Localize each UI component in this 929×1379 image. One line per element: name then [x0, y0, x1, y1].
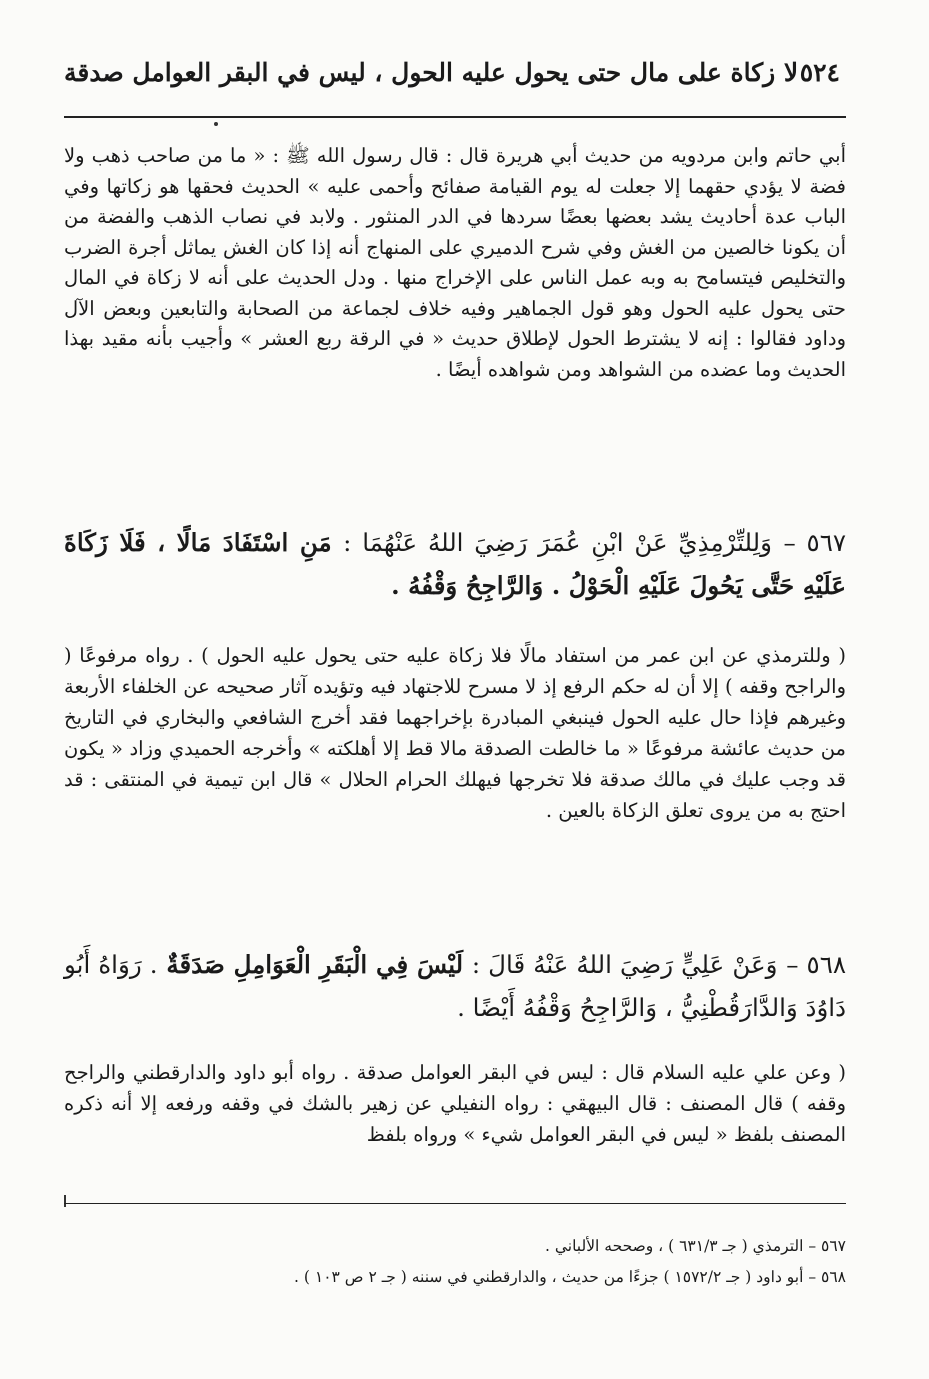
hadith-text: لَيْسَ فِي الْبَقَرِ الْعَوَامِلِ صَدَقَةٌ	[166, 950, 464, 979]
hadith-intro: وَلِلتِّرْمِذِيِّ عَنْ ابْنِ عُمَرَ رَضِيَ اللهُ عَنْهُمَا :	[343, 528, 772, 557]
book-page	[64, 0, 846, 1379]
header-rule	[64, 116, 846, 118]
footnote-mark	[64, 1195, 66, 1207]
commentary-paragraph-568: ( وعن علي عليه السلام قال : ليس في البقر العوامل صدقة . رواه أبو داود والدارقطني والراجح وقفه ) قال المصنف : قال البيهقي : رواه النفيلي عن زهير بالشك في وقفه ورفعه إلا أنه ذكره المصنف بلفظ « ليس في البقر العوامل شيء » ورواه بلفظ	[64, 1061, 846, 1146]
hadith-568	[64, 943, 846, 1029]
footnote-rule	[64, 1203, 846, 1204]
printing-mark	[214, 122, 218, 126]
hadith-567	[64, 521, 846, 607]
footnote-567: ٥٦٧ – الترمذي ( جـ ٦٣١/٣ ) ، وصححه الألباني .	[545, 1237, 846, 1255]
hadith-intro: وَعَنْ عَلِيٍّ رَضِيَ اللهُ عَنْهُ قَالَ :	[471, 950, 778, 979]
hadith-text: مَنِ اسْتَفَادَ مَالًا ، فَلَا زَكَاةَ عَلَيْهِ حَتَّى يَحُولَ عَلَيْهِ الْحَوْلُ . وَالرَّاجِحُ وَقْفُهُ .	[64, 528, 846, 600]
footnote-568: ٥٦٨ – أبو داود ( جـ ١٥٧٢/٢ ) جزءًا من حديث ، والدارقطني في سننه ( جـ ٢ ص ١٠٣ ) .	[294, 1268, 846, 1286]
commentary-paragraph-567: ( وللترمذي عن ابن عمر من استفاد مالًا فلا زكاة عليه حتى يحول عليه الحول ) . رواه مرفوعًا ( والراجح وقفه ) إلا أن له حكم الرفع إذ لا مسرح للاجتهاد فيه وتؤيده آثار صحيحه عن الخلفاء الأربعة وغيرهم فإذا حال عليه الحول فينبغي المبادرة بإخراجهما فقد أخرج الشافعي والبخاري في التاريخ من حديث عائشة مرفوعًا « ما خالطت الصدقة مالا قط إلا أهلكته » وأخرجه الحميدي وزاد « يكون قد وجب عليك في مالك صدقة فلا تخرجها فيهلك الحرام الحلال » قال ابن تيمية في المنتقى : قد احتج به من يروى تعلق الزكاة بالعين .	[64, 644, 846, 822]
hadith-number: ٥٦٧ –	[783, 528, 847, 557]
page-header	[64, 58, 846, 94]
commentary-paragraph-1: أبي حاتم وابن مردويه من حديث أبي هريرة قال : قال رسول الله ﷺ : « ما من صاحب ذهب ولا فضة لا يؤدي حقهما إلا جعلت له يوم القيامة صفائح وأحمى عليه » الحديث فحقها هو زكاتها وفي الباب عدة أحاديث يشد بعضها بعضًا سردها في الدر المنثور . ولابد في نصاب الذهب والفضة من أن يكونا خالصين من الغش وفي شرح الدميري على المنهاج أنه إذا كان الغش يماثل أجرة الضرب والتخليص فيتسامح به وبه عمل الناس على الإخراج منها . ودل الحديث على أنه لا زكاة في المال حتى يحول عليه الحول وهو قول الجماهير وفيه خلاف لجماعة من الصحابة والتابعين وبعض الآل وداود فقالوا : إنه لا يشترط الحول لإطلاق حديث « في الرقة ربع العشر » وأجيب بأنه مقيد بهذا الحديث وما عضده من الشواهد ومن شواهده أيضًا .	[64, 144, 846, 381]
hadith-source: . رَوَاهُ أَبُو دَاوُدَ وَالدَّارَقُطْنِيُّ ، وَالرَّاجِحُ وَقْفُهُ أَيْضًا .	[64, 950, 846, 1022]
hadith-number: ٥٦٨ –	[786, 950, 847, 979]
page-number: ٥٢٤	[799, 58, 840, 87]
running-title: لا زكاة على مال حتى يحول عليه الحول ، ليس في البقر العوامل صدقة	[64, 58, 799, 87]
